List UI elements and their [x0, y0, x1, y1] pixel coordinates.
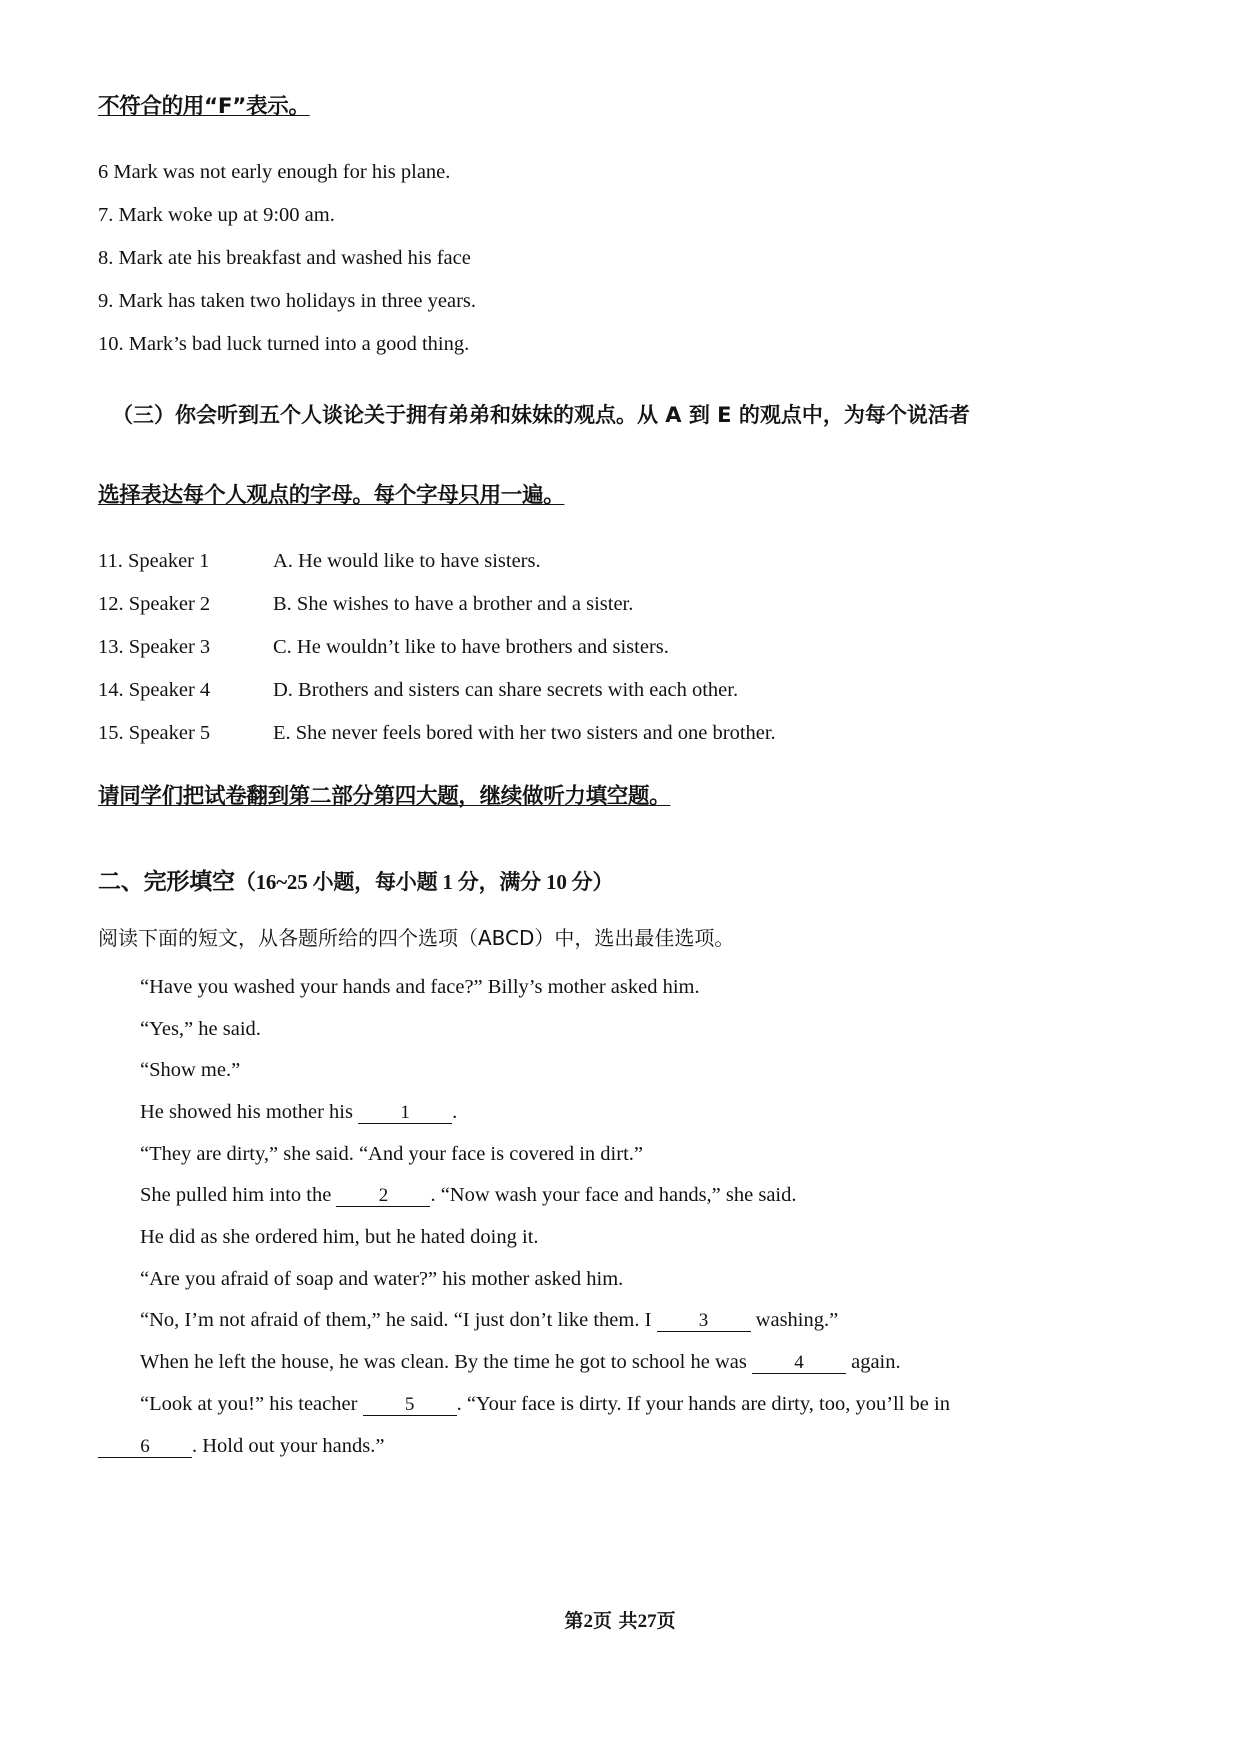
section-three-heading-line1: （三）你会听到五个人谈论关于拥有弟弟和妹妹的观点。从 A 到 E 的观点中，为每个说活者 — [112, 403, 970, 428]
true-false-item: 7. Mark woke up at 9:00 am. — [98, 204, 335, 227]
cloze-line-last — [98, 1436, 1158, 1458]
true-false-item: 6 Mark was not early enough for his plane. — [98, 161, 451, 184]
cloze-blank-6[interactable]: 6 — [98, 1437, 192, 1458]
footer-prefix: 第 — [564, 1610, 584, 1632]
footer-suffix: 页 — [656, 1610, 676, 1632]
cloze-blank-5[interactable]: 5 — [363, 1395, 457, 1416]
speaker-label: 15. Speaker 5 — [98, 722, 211, 745]
cloze-text-before: When he left the house, he was clean. By the time he got to school he was — [140, 1351, 752, 1374]
true-false-list — [98, 161, 1158, 356]
footer-page-number: 2 — [583, 1611, 593, 1632]
cloze-passage — [98, 977, 1158, 1458]
cloze-line: “Have you washed your hands and face?” Billy’s mother asked him. — [140, 976, 700, 999]
section-two-title — [98, 863, 1158, 896]
speaker-row — [98, 550, 1158, 573]
cloze-line: “They are dirty,” she said. “And your face is covered in dirt.” — [140, 1142, 643, 1165]
cloze-text-after: again. — [845, 1351, 901, 1374]
cloze-text-before: She pulled him into the — [140, 1184, 337, 1207]
speaker-row — [98, 593, 1158, 616]
cloze-line: He did as she ordered him, but he hated doing it. — [140, 1226, 539, 1249]
speaker-label: 13. Speaker 3 — [98, 636, 211, 659]
top-heading: 不符合的用“F”表示。 — [98, 94, 310, 119]
cloze-line: “Show me.” — [140, 1059, 241, 1082]
cloze-blank-3[interactable]: 3 — [657, 1311, 751, 1332]
section-two-instruction: 阅读下面的短文，从各题所给的四个选项（ABCD）中，选出最佳选项。 — [98, 926, 735, 951]
cloze-blank-4[interactable]: 4 — [752, 1353, 846, 1374]
speaker-option: A. He would like to have sisters. — [273, 550, 541, 573]
speaker-option: B. She wishes to have a brother and a sister. — [273, 593, 634, 616]
speaker-row — [98, 636, 1158, 659]
footer-middle: 页 共 — [592, 1610, 638, 1632]
cloze-line — [98, 1185, 1158, 1207]
speaker-row — [98, 722, 1158, 745]
speaker-matching-list — [98, 550, 1158, 745]
cloze-text-after: . — [452, 1100, 458, 1123]
cloze-line: “Yes,” he said. — [140, 1017, 261, 1040]
cloze-text-before: He showed his mother his — [140, 1100, 359, 1123]
speaker-label: 14. Speaker 4 — [98, 679, 211, 702]
cloze-text-after: . “Your face is dirty. If your hands are dirty, too, you’ll be in — [456, 1393, 950, 1416]
footer-total-pages: 27 — [637, 1611, 657, 1632]
speaker-row — [98, 679, 1158, 702]
speaker-option: D. Brothers and sisters can share secrets with each other. — [273, 679, 739, 702]
section-two-title-cjk: 二、完形填空 — [98, 869, 235, 896]
cloze-line — [98, 1102, 1158, 1124]
speaker-label: 11. Speaker 1 — [98, 550, 210, 573]
true-false-item: 10. Mark’s bad luck turned into a good thing. — [98, 333, 470, 356]
cloze-text-before: “No, I’m not afraid of them,” he said. “I just don’t like them. I — [140, 1309, 657, 1332]
cloze-line — [98, 1310, 1158, 1332]
page-content — [98, 92, 1158, 1478]
section-three-heading-line2: 选择表达每个人观点的字母。每个字母只用一遍。 — [98, 483, 565, 509]
page-footer — [0, 1606, 1240, 1633]
cloze-line — [98, 1394, 1158, 1416]
section-two-title-score: （16~25 小题，每小题 1 分，满分 10 分） — [234, 870, 614, 895]
cloze-text-after: washing.” — [750, 1309, 839, 1332]
cloze-text-after: . “Now wash your face and hands,” she said. — [430, 1184, 797, 1207]
cloze-line: “Are you afraid of soap and water?” his mother asked him. — [140, 1267, 624, 1290]
cloze-blank-2[interactable]: 2 — [336, 1186, 430, 1207]
true-false-item: 8. Mark ate his breakfast and washed his face — [98, 247, 471, 270]
cloze-line — [98, 1352, 1158, 1374]
cloze-text-after: . Hold out your hands.” — [192, 1435, 385, 1458]
cloze-blank-1[interactable]: 1 — [358, 1103, 452, 1124]
turn-page-notice: 请同学们把试卷翻到第二部分第四大题，继续做听力填空题。 — [98, 784, 671, 810]
speaker-option: E. She never feels bored with her two sisters and one brother. — [273, 722, 776, 745]
speaker-label: 12. Speaker 2 — [98, 593, 211, 616]
speaker-option: C. He wouldn’t like to have brothers and sisters. — [273, 636, 669, 659]
cloze-text-before: “Look at you!” his teacher — [140, 1393, 363, 1416]
true-false-item: 9. Mark has taken two holidays in three years. — [98, 290, 477, 313]
